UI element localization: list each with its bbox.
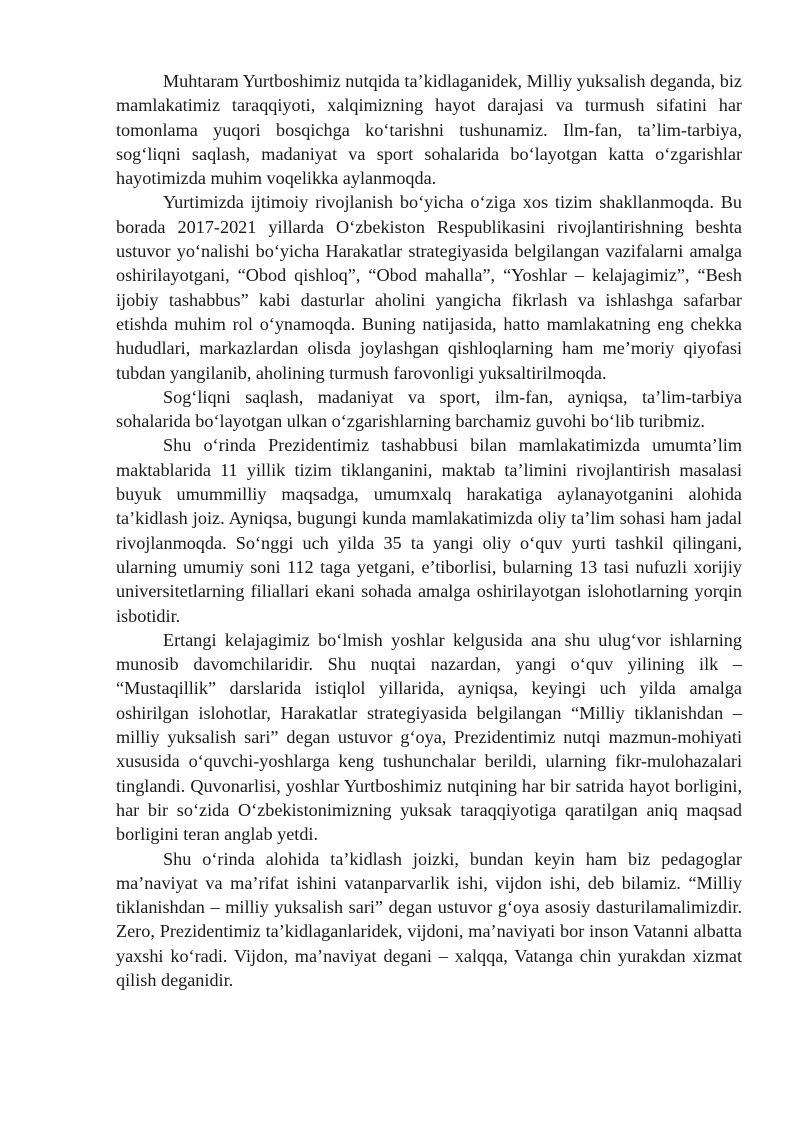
document-page <box>116 69 742 992</box>
paragraph-2: Yurtimizda ijtimoiy rivojlanish bo‘yicha o‘ziga xos tizim shakllanmoqda. Bu borada 2017-2021 yillarda O‘zbekiston Respublikasini rivojlantirishning beshta ustuvor yo‘nalishi bo‘yicha Harakatlar strategiyasida belgilangan vazifalarni amalga oshirilayotgani, “Obod qishloq”, “Obod mahalla”, “Yoshlar – kelajagimiz”, “Besh ijobiy tashabbus” kabi dasturlar aholini yangicha fikrlash va ishlashga safarbar etishda muhim rol o‘ynamoqda. Buning natijasida, hatto mamlakatning eng chekka hududlari, markazlardan olisda joylashgan qishloqlarning ham me’moriy qiyofasi tubdan yangilanib, aholining turmush farovonligi yuksaltirilmoqda. <box>116 192 742 383</box>
paragraph-5: Ertangi kelajagimiz bo‘lmish yoshlar kelgusida ana shu ulug‘vor ishlarning munosib davomchilaridir. Shu nuqtai nazardan, yangi o‘quv yilining ilk – “Mustaqillik” darslarida istiqlol yillarida, ayniqsa, keyingi uch yilda amalga oshirilgan islohotlar, Harakatlar strategiyasida belgilangan “Milliy tiklanishdan – milliy yuksalish sari” degan ustuvor g‘oya, Prezidentimiz nutqi mazmun-mohiyati xususida o‘quvchi-yoshlarga keng tushunchalar berildi, ularning fikr-mulohazalari tinglandi. Quvonarlisi, yoshlar Yurtboshimiz nutqining har bir satrida hayot borligini, har bir so‘zida O‘zbekistonimizning yuksak taraqqiyotiga qaratilgan aniq maqsad borligini teran anglab yetdi. <box>116 629 742 845</box>
paragraph-1: Muhtaram Yurtboshimiz nutqida ta’kidlaganidek, Milliy yuksalish deganda, biz mamlakatimiz taraqqiyoti, xalqimizning hayot darajasi va turmush sifatini har tomonlama yuqori bosqichga ko‘tarishni tushunamiz. Ilm-fan, ta’lim-tarbiya, sog‘liqni saqlash, madaniyat va sport sohalarida bo‘layotgan katta o‘zgarishlar hayotimizda muhim voqelikka aylanmoqda. <box>116 71 742 189</box>
paragraph-6: Shu o‘rinda alohida ta’kidlash joizki, bundan keyin ham biz pedagoglar ma’naviyat va ma’rifat ishini vatanparvarlik ishi, vijdon ishi, deb bilamiz. “Milliy tiklanishdan – milliy yuksalish sari” degan ustuvor g‘oya asosiy dasturilamalimizdir. Zero, Prezidentimiz ta’kidlaganlaridek, vijdoni, ma’naviyati bor inson Vatanni albatta yaxshi ko‘radi. Vijdon, ma’naviyat degani – xalqqa, Vatanga chin yurakdan xizmat qilish deganidir. <box>116 848 742 990</box>
paragraph-3: Sog‘liqni saqlash, madaniyat va sport, ilm-fan, ayniqsa, ta’lim-tarbiya sohalarida bo‘layotgan ulkan o‘zgarishlarning barchamiz guvohi bo‘lib turibmiz. <box>116 386 742 432</box>
paragraph-4: Shu o‘rinda Prezidentimiz tashabbusi bilan mamlakatimizda umumta’lim maktablarida 11 yillik tizim tiklanganini, maktab ta’limini rivojlantirish masalasi buyuk umummilliy maqsadga, umumxalq harakatiga aylanayotganini alohida ta’kidlash joiz. Ayniqsa, bugungi kunda mamlakatimizda oliy ta’lim sohasi ham jadal rivojlanmoqda. So‘nggi uch yilda 35 ta yangi oliy o‘quv yurti tashkil qilingani, ularning umumiy soni 112 taga yetgani, e’tiborlisi, bularning 13 tasi nufuzli xorijiy universitetlarning filiallari ekani sohada amalga oshirilayotgan islohotlarning yorqin isbotidir. <box>116 435 742 626</box>
